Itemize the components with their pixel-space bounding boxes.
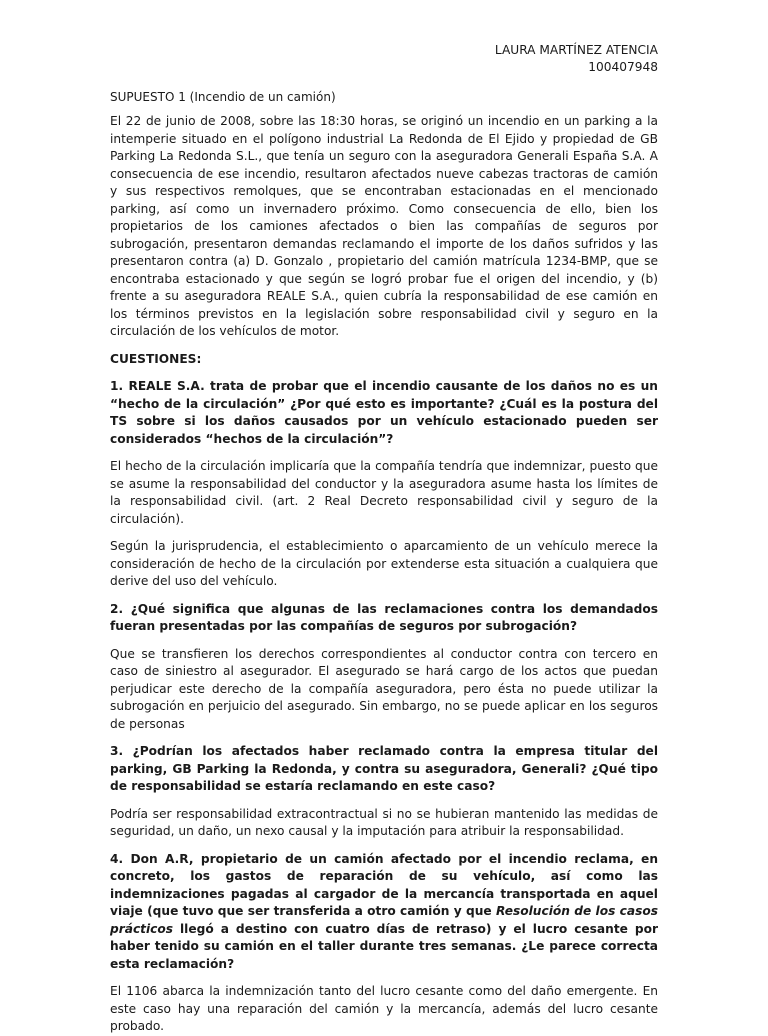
case-description: El 22 de junio de 2008, sobre las 18:30 horas, se originó un incendio en un parking a la intemperie situado en el polígono industrial La Redonda de El Ejido y propiedad de GB Parking La Redonda S.L., que tenía un seguro con la aseguradora Generali España S.A. A consecuencia de ese incendio, resultaron afectados nueve cabezas tractoras de camión y sus respectivos remolques, que se encontraban estacionadas en el mencionado parking, así como un invernadero próximo. Como consecuencia de ello, bien los propietarios de los camiones afectados o bien las compañías de seguros por subrogación, presentaron demandas reclamando el importe de los daños sufridos y las presentaron contra (a) D. Gonzalo , propietario del camión matrícula 1234-BMP, que se encontraba estacionado y que según se logró probar fue el origen del incendio, y (b) frente a su aseguradora REALE S.A., quien cubría la responsabilidad de ese camión en los términos previstos en la legislación sobre responsabilidad civil y seguro en la circulación de los vehículos de motor.: [110, 114, 658, 338]
question-4-italic-insert: Resolución de los casos prácticos: [110, 904, 658, 936]
author-header: [110, 42, 658, 76]
answer-1a: El hecho de la circulación implicaría que la compañía tendría que indemnizar, puesto que se asume la responsabilidad del conductor y la aseguradora asume hasta los límites de la responsabilidad civil. (art. 2 Real Decreto responsabilidad civil y seguro de la circulación).: [110, 459, 658, 526]
answer-4: El 1106 abarca la indemnización tanto del lucro cesante como del daño emergente. En este caso hay una reparación del camión y la mercancía, además del lucro cesante probado.: [110, 984, 658, 1033]
question-2: 2. ¿Qué significa que algunas de las reclamaciones contra los demandados fueran presentadas por las compañías de seguros por subrogación?: [110, 601, 658, 633]
student-id: 100407948: [588, 60, 658, 74]
questions-heading: CUESTIONES:: [110, 351, 202, 366]
answer-1b: Según la jurisprudencia, el establecimiento o aparcamiento de un vehículo merece la consideración de hecho de la circulación por extenderse esta situación a cualquiera que derive del uso del vehículo.: [110, 539, 658, 588]
question-1: 1. REALE S.A. trata de probar que el incendio causante de los daños no es un “hecho de la circulación” ¿Por qué esto es importante? ¿Cuál es la postura del TS sobre si los daños causados por un vehículo estacionado pueden ser considerados “hechos de la circulación”?: [110, 379, 658, 446]
answer-2: Que se transfieren los derechos correspondientes al conductor contra con tercero en caso de siniestro al asegurador. El asegurado se hará cargo de los actos que puedan perjudicar este derecho de la compañía aseguradora, pero ésta no puede utilizar la subrogación en perjuicio del asegurado. Sin embargo, no se puede aplicar en los seguros de personas: [110, 646, 658, 731]
question-4: [110, 851, 658, 974]
author-name: LAURA MARTÍNEZ ATENCIA: [494, 43, 658, 57]
case-title: SUPUESTO 1 (Incendio de un camión): [110, 90, 336, 104]
question-4-text-a: 4. Don A.R, propietario de un camión afectado por el incendio reclama, en concreto, los gastos de reparación de su vehículo, así como las indemnizaciones pagadas al cargador de la mercancía transportada en aquel viaje (que tuvo que ser transferida a otro camión y que: [110, 851, 658, 918]
answer-3: Podría ser responsabilidad extracontractual si no se hubieran mantenido las medidas de seguridad, un daño, un nexo causal y la imputación para atribuir la responsabilidad.: [110, 806, 658, 838]
question-3: 3. ¿Podrían los afectados haber reclamado contra la empresa titular del parking, GB Parking la Redonda, y contra su aseguradora, Generali? ¿Qué tipo de responsabilidad se estaría reclamando en este caso?: [110, 744, 658, 793]
question-4-text-b: llegó a destino con cuatro días de retraso) y el lucro cesante por haber tenido su camión en el taller durante tres semanas. ¿Le parece correcta esta reclamación?: [110, 921, 658, 971]
